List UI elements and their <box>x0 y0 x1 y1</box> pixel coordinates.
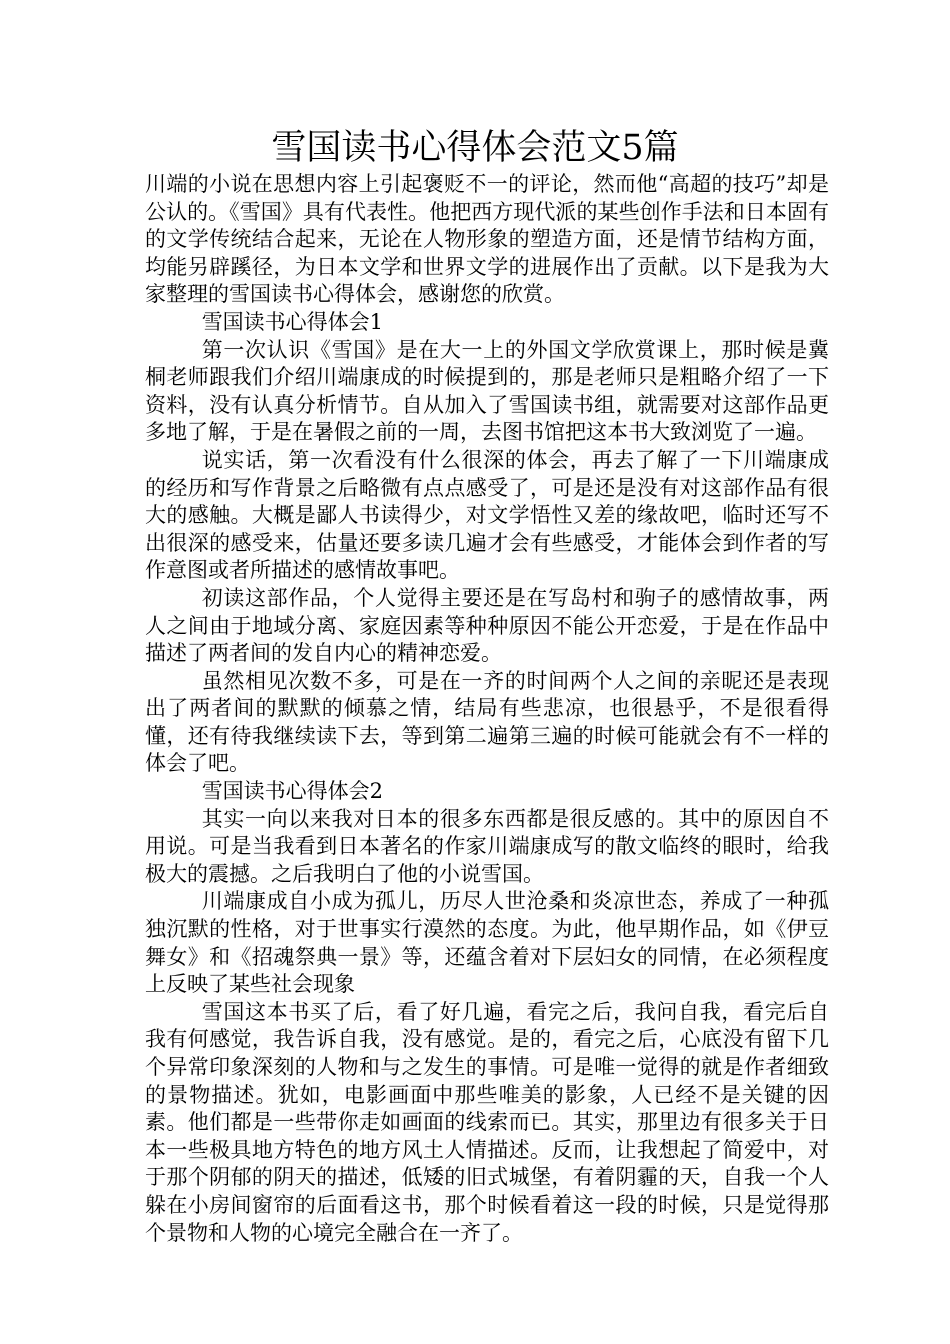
paragraph: 虽然相见次数不多，可是在一齐的时间两个人之间的亲昵还是表现出了两者间的默默的倾慕之情，结局有些悲凉，也很悬乎，不是很看得懂，还有待我继续读下去，等到第二遍第三遍的时候可能就会有不一样的体会了吧。 <box>145 668 829 776</box>
paragraph: 川端康成自小成为孤儿，历尽人世沧桑和炎凉世态，养成了一种孤独沉默的性格，对于世事实行漠然的态度。为此，他早期作品，如《伊豆舞女》和《招魂祭典一景》等，还蕴含着对下层妇女的同情，在必须程度上反映了某些社会现象 <box>145 889 829 997</box>
paragraph: 其实一向以来我对日本的很多东西都是很反感的。其中的原因自不用说。可是当我看到日本著名的作家川端康成写的散文临终的眼时，给我极大的震撼。之后我明白了他的小说雪国。 <box>145 806 829 886</box>
paragraph: 雪国这本书买了后，看了好几遍，看完之后，我问自我，看完后自我有何感觉，我告诉自我，没有感觉。是的，看完之后，心底没有留下几个异常印象深刻的人物和与之发生的事情。可是唯一觉得的就是作者细致的景物描述。犹如，电影画面中那些唯美的影象，人已经不是关键的因素。他们都是一些带你走如画面的线索而已。其实，那里边有很多关于日本一些极具地方特色的地方风土人情描述。反而，让我想起了简爱中，对于那个阴郁的阴天的描述，低矮的旧式城堡，有着阴霾的天，自我一个人躲在小房间窗帘的后面看这书，那个时候看着这一段的时候，只是觉得那个景物和人物的心境完全融合在一齐了。 <box>145 999 829 1245</box>
section-heading-2: 雪国读书心得体会2 <box>201 779 384 804</box>
document-title: 雪国读书心得体会范文5篇 <box>271 128 679 168</box>
section-heading-1: 雪国读书心得体会1 <box>201 309 384 334</box>
paragraph: 说实话，第一次看没有什么很深的体会，再去了解了一下川端康成的经历和写作背景之后略微有点点感受了，可是还是没有对这部作品有很大的感触。大概是鄙人书读得少，对文学悟性又差的缘故吧，临时还写不出很深的感受来，估量还要多读几遍才会有些感受，才能体会到作者的写作意图或者所描述的感情故事吧。 <box>145 447 829 583</box>
paragraph: 初读这部作品，个人觉得主要还是在写岛村和驹子的感情故事，两人之间由于地域分离、家庭因素等种种原因不能公开恋爱，于是在作品中描述了两者间的发自内心的精神恋爱。 <box>145 585 829 666</box>
document-body <box>145 171 829 1247</box>
intro-paragraph: 川端的小说在思想内容上引起褒贬不一的评论，然而他“高超的技巧”却是公认的。《雪国》具有代表性。他把西方现代派的某些创作手法和日本固有的文学传统结合起来，无论在人物形象的塑造方面，还是情节结构方面，均能另辟蹊径，为日本文学和世界文学的进展作出了贡献。以下是我为大家整理的雪国读书心得体会，感谢您的欣赏。 <box>145 172 829 307</box>
paragraph: 第一次认识《雪国》是在大一上的外国文学欣赏课上，那时候是冀桐老师跟我们介绍川端康成的时候提到的，那是老师只是粗略介绍了一下资料，没有认真分析情节。自从加入了雪国读书组，就需要对这部作品更多地了解，于是在暑假之前的一周，去图书馆把这本书大致浏览了一遍。 <box>145 337 829 445</box>
